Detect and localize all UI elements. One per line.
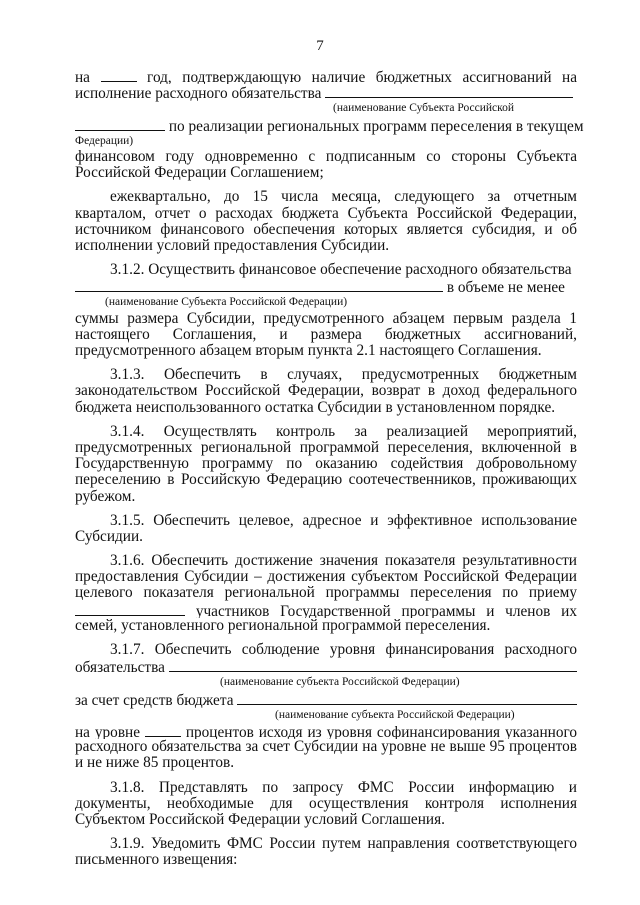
text-line: ежеквартально, до 15 числа месяца, следующего за отчетным — [110, 189, 577, 206]
field-caption: Федерации) — [75, 134, 134, 147]
text-line: бюджета неиспользованного остатка Субсидии в установленном порядке. — [75, 398, 556, 416]
blank-field — [169, 658, 577, 672]
text-line: 3.1.3. Обеспечить в случаях, предусмотренных бюджетным — [110, 367, 577, 384]
text-line: источником финансового обеспечения которых является субсидия, и об — [75, 221, 577, 238]
text-line: предоставления Субсидии – достижения субъектом Российской Федерации — [75, 569, 577, 586]
blank-field — [237, 691, 577, 705]
field-caption: (наименование Субъекта Российской — [333, 102, 515, 115]
text-line: на уровне процентов исходя из уровня софинансирования указанного — [75, 723, 577, 740]
blank-field — [101, 68, 137, 82]
text-line: в объеме не менее — [75, 278, 577, 294]
text-line: семей, установленного региональной программой переселения. — [75, 616, 491, 634]
blank-field — [75, 602, 185, 616]
text-line: письменного извещения: — [75, 851, 238, 869]
text-line: исполнении условий предоставления Субсидии. — [75, 236, 390, 254]
text-line: документы, необходимые для осуществления контроля исполнения — [75, 795, 577, 812]
page-number: 7 — [316, 38, 324, 54]
field-caption: (наименование Субъекта Российской Федерации) — [105, 296, 348, 309]
text-line: на год, подтверждающую наличие бюджетных ассигнований на — [75, 69, 577, 85]
text-line: рубежом. — [75, 487, 136, 505]
text-line: участников Государственной программы и членов их — [75, 602, 577, 618]
field-caption: (наименование субъекта Российской Федерации) — [220, 676, 460, 689]
document-body — [75, 68, 584, 869]
text-line: 3.1.7. Обеспечить соблюдение уровня финансирования расходного — [110, 642, 577, 658]
text-line: обязательства — [75, 658, 577, 674]
text-line: 3.1.5. Обеспечить целевое, адресное и эффективное использование — [110, 512, 577, 529]
text-line: Государственную программу по оказанию содействия добровольному — [75, 456, 577, 473]
text-line: финансовом году одновременно с подписанным со стороны Субъекта — [75, 148, 577, 165]
blank-field — [75, 117, 165, 131]
blank-field — [75, 278, 443, 292]
text-line: и не ниже 85 процентов. — [75, 754, 235, 772]
blank-field — [325, 84, 573, 98]
blank-field — [145, 723, 181, 737]
text-line: 3.1.2. Осуществить финансовое обеспечение расходного обязательства — [110, 261, 572, 279]
text-line: кварталом, отчет о расходах бюджета Субъекта Российской Федерации, — [75, 205, 577, 222]
text-line: Субсидии. — [75, 527, 144, 545]
text-line: 3.1.6. Обеспечить достижение значения показателя результативности — [110, 553, 577, 570]
text-line: настоящего Соглашения, и размера бюджетных ассигнований, — [75, 326, 577, 343]
text-line: Субъектом Российской Федерации условий Соглашения. — [75, 810, 445, 828]
text-line: исполнение расходного обязательства — [75, 84, 577, 100]
text-line: расходного обязательства за счет Субсидии на уровне не выше 95 процентов — [75, 739, 577, 756]
text-line: законодательством Российской Федерации, возврат в доход федерального — [75, 383, 577, 400]
text-line: переселению в Российскую Федерацию соотечественников, проживающих — [75, 472, 577, 489]
text-line: 3.1.4. Осуществлять контроль за реализацией мероприятий, — [110, 423, 577, 440]
text-line: Российской Федерации Соглашением; — [75, 164, 324, 182]
text-line: предусмотренного абзацем вторым пункта 2.1 настоящего Соглашения. — [75, 342, 542, 359]
field-caption: (наименование субъекта Российской Федерации) — [275, 708, 515, 721]
text-line: суммы размера Субсидии, предусмотренного абзацем первым раздела 1 — [75, 310, 577, 327]
text-line: предусмотренных региональной программой переселения, включенной в — [75, 439, 577, 456]
text-line: по реализации региональных программ переселения в текущем — [75, 117, 577, 133]
text-line: 3.1.9. Уведомить ФМС России путем направления соответствующего — [110, 836, 577, 853]
text-line: за счет средств бюджета — [75, 691, 577, 707]
text-line: целевого показателя региональной программы переселения по приему — [75, 585, 577, 602]
text-line: 3.1.8. Представлять по запросу ФМС России информацию и — [110, 779, 577, 796]
